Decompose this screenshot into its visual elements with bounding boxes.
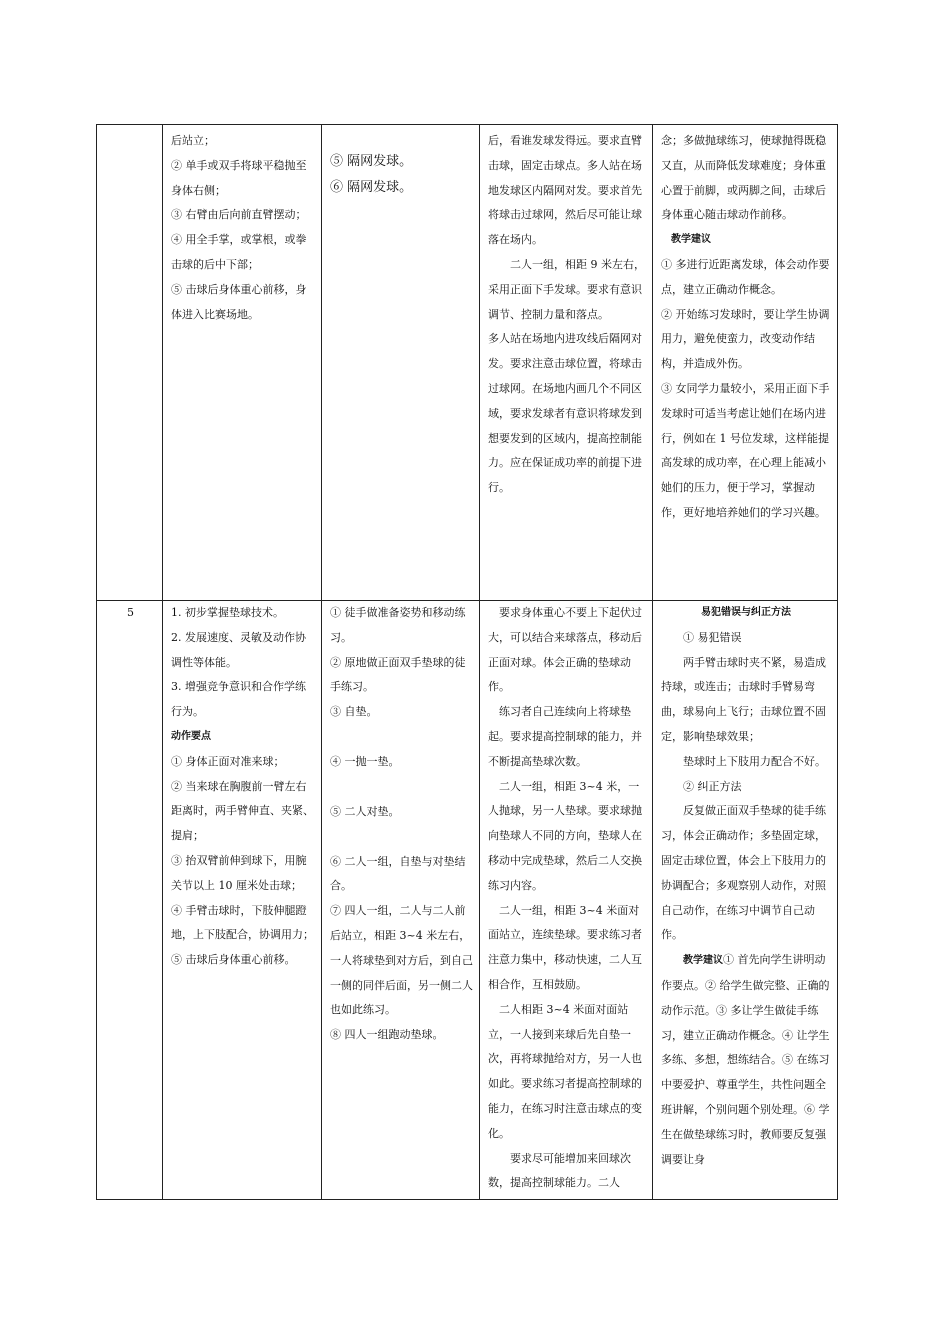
list-item: 3. 增强竞争意识和合作学练行为。 bbox=[171, 680, 306, 719]
paragraph: 后，看谁发球发得远。要求直臂击球，固定击球点。多人站在场地发球区内隔网对发。要求首先将球击过球网，然后尽可能让球落在场内。 bbox=[488, 134, 642, 247]
paragraph bbox=[661, 948, 831, 1172]
list-item: ④ 手臂击球时，下肢伸腿蹬地，上下肢配合，协调用力； bbox=[171, 903, 314, 942]
paragraph: 二人一组，相距 3~4 米面对面站立，连续垫球。要求练习者注意力集中，移动快速，二人互相合作，互相鼓励。 bbox=[488, 903, 642, 991]
list-item: 1. 初步掌握垫球技术。 bbox=[171, 606, 284, 619]
list-item: ② 原地做正面双手垫球的徒手练习。 bbox=[330, 655, 466, 694]
list-item: ① 多进行近距离发球，体会动作要点，建立正确动作概念。 bbox=[661, 257, 830, 296]
paragraph: 二人一组，相距 9 米左右，采用正面下手发球。要求有意识调节、控制力量和落点。 bbox=[488, 257, 645, 321]
spacer bbox=[330, 775, 473, 800]
paragraph: 反复做正面双手垫球的徒手练习，体会正确动作；多垫固定球，固定击球位置，体会上下肢用力的协调配合；多观察别人动作，对照自己动作，在练习中调节自己动作。 bbox=[661, 804, 826, 942]
paragraph: 念；多做抛球练习，使球抛得既稳又直，从而降低发球难度；身体重心置于前脚，或两脚之间，击球后身体重心随击球动作前移。 bbox=[661, 134, 826, 222]
list-item: ⑥ 二人一组，自垫与对垫结合。 bbox=[330, 854, 466, 893]
list-item: 2. 发展速度、灵敏及动作协调性等体能。 bbox=[171, 630, 306, 669]
list-item: ② 单手或双手将球平稳抛至身体右侧； bbox=[171, 158, 307, 197]
list-item: ⑤ 二人对垫。 bbox=[330, 804, 400, 818]
list-item: ④ 用全手掌，或掌根，或拳击球的后中下部； bbox=[171, 233, 307, 271]
notes-cell bbox=[653, 125, 838, 601]
section-heading: 动作要点 bbox=[171, 730, 211, 742]
lesson-plan-table bbox=[96, 124, 838, 1200]
list-item: ② 当来球在胸腹前一臂左右距离时，两手臂伸直、夹紧、提肩； bbox=[171, 779, 314, 843]
methods-cell bbox=[322, 601, 480, 1200]
list-item: ⑦ 四人一组，二人与二人前后站立，相距 3~4 米左右，一人将球垫到对方后，到自己一侧的同伴后面，另一侧二人也如此练习。 bbox=[330, 904, 473, 1017]
section-heading: 教学建议 bbox=[671, 234, 711, 246]
spacer bbox=[330, 725, 473, 750]
paragraph: 二人一组，相距 3~4 米，一人抛球，另一人垫球。要求球抛向垫球人不同的方向，垫球人在移动中完成垫球，然后二人交换练习内容。 bbox=[488, 779, 642, 892]
methods-cell bbox=[322, 125, 480, 601]
paragraph: 垫球时上下肢用力配合不好。 bbox=[683, 754, 826, 768]
list-item: ③ 自垫。 bbox=[330, 705, 378, 719]
list-item: ⑤ 隔网发球。 bbox=[330, 154, 413, 169]
paragraph: 两手臂击球时夹不紧，易造成持球，或连击；击球时手臂易弯曲，球易向上飞行；击球位置不固定，影响垫球效果； bbox=[661, 655, 826, 743]
list-item: ⑧ 四人一组跑动垫球。 bbox=[330, 1028, 444, 1042]
list-item: ⑤ 击球后身体重心前移，身体进入比赛场地。 bbox=[171, 282, 307, 321]
list-item: ③ 女同学力量较小，采用正面下手发球时可适当考虑让她们在场内进行，例如在 1 号位发球，这样能提高发球的成功率，在心理上能减小她们的压力，便于学习，掌握动作，更好地培养她们的学习兴趣。 bbox=[661, 381, 830, 519]
section-heading: 易犯错误与纠正方法 bbox=[701, 607, 791, 618]
list-item: ⑥ 隔网发球。 bbox=[330, 180, 413, 195]
goals-cell bbox=[163, 601, 322, 1200]
list-item: ③ 抬双臂前伸到球下，用腕关节以上 10 厘米处击球； bbox=[171, 853, 307, 892]
table-row bbox=[97, 601, 838, 1200]
requirements-cell bbox=[480, 601, 653, 1200]
lesson-number-cell: 5 bbox=[97, 601, 163, 1200]
paragraph-text: ① 首先向学生讲明动作要点。② 给学生做完整、正确的动作示范。③ 多让学生做徒手练习，建立正确动作概念。④ 让学生多练、多想，想练结合。⑤ 在练习中要爱护、尊重学生，共性问题全班讲解，个别问题个别处理。⑥ 学生在做垫球练习时，教师要反复强调要让身 bbox=[661, 953, 830, 1166]
list-item: ② 开始练习发球时，要让学生协调用力，避免使蛮力，改变动作结构，并造成外伤。 bbox=[661, 307, 830, 371]
spacer bbox=[330, 825, 473, 850]
list-item: ① 身体正面对准来球； bbox=[171, 754, 285, 768]
text-line: 后站立； bbox=[171, 134, 215, 147]
list-item: ① 徒手做准备姿势和移动练习。 bbox=[330, 606, 466, 644]
paragraph: 多人站在场地内进攻线后隔网对发。要求注意击球位置，将球击过球网。在场地内画几个不同区域，要求发球者有意识将球发到想要发到的区域内，提高控制能力。应在保证成功率的前提下进行。 bbox=[488, 332, 642, 495]
paragraph: 要求尽可能增加来回球次数，提高控制球能力。二人 bbox=[488, 1151, 631, 1190]
lesson-number-cell bbox=[97, 125, 163, 601]
list-item: ④ 一抛一垫。 bbox=[330, 754, 400, 768]
paragraph: 要求身体重心不要上下起伏过大，可以结合来球落点，移动后正面对球。体会正确的垫球动作。 bbox=[488, 606, 642, 694]
sub-heading: ② 纠正方法 bbox=[683, 779, 742, 793]
sub-heading: ① 易犯错误 bbox=[683, 630, 742, 644]
paragraph: 二人相距 3~4 米面对面站立，一人接到来球后先自垫一次，再将球抛给对方，另一人也如此。要求练习者提高控制球的能力，在练习时注意击球点的变化。 bbox=[488, 1002, 642, 1140]
list-item: ⑤ 击球后身体重心前移。 bbox=[171, 953, 296, 967]
list-item: ③ 右臂由后向前直臂摆动； bbox=[171, 208, 307, 222]
requirements-cell bbox=[480, 125, 653, 601]
goals-cell bbox=[163, 125, 322, 601]
notes-cell bbox=[653, 601, 838, 1200]
paragraph: 练习者自己连续向上将球垫起。要求提高控制球的能力，并不断提高垫球次数。 bbox=[488, 705, 642, 768]
section-heading: 教学建议 bbox=[683, 955, 723, 967]
table-row bbox=[97, 125, 838, 601]
